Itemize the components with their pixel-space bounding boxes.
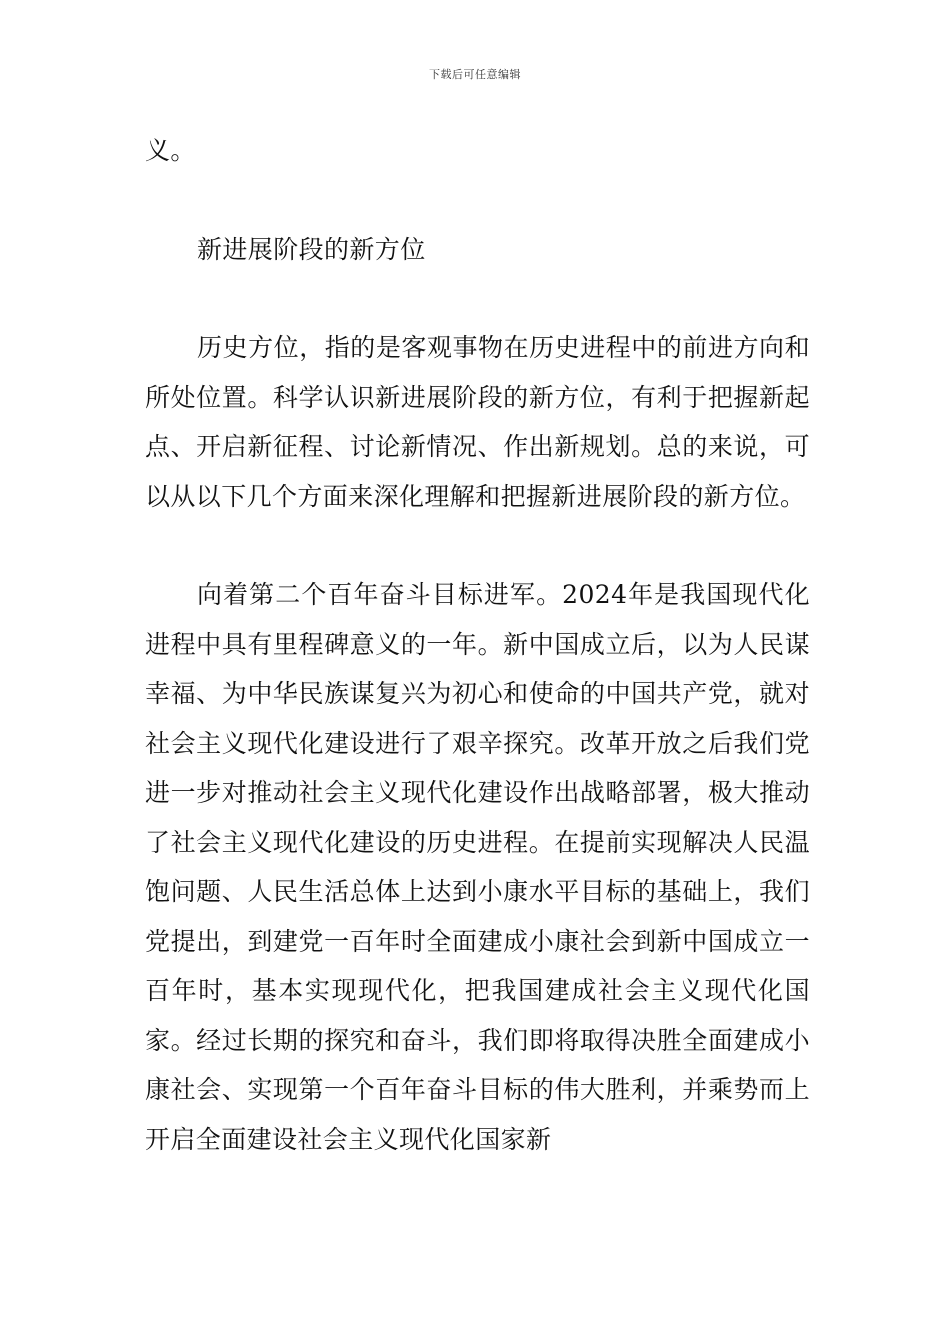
document-body [145, 126, 810, 1164]
paragraph-gap [145, 274, 810, 323]
paragraph-gap [145, 176, 810, 225]
paragraph-continuation: 义。 [145, 136, 196, 165]
page-header-note: 下载后可任意编辑 [429, 68, 521, 81]
section-heading: 新进展阶段的新方位 [197, 234, 426, 264]
paragraph-gap [145, 521, 810, 570]
paragraph-historical-position: 历史方位，指的是客观事物在历史进程中的前进方向和所处位置。科学认识新进展阶段的新方位，有利于把握新起点、开启新征程、讨论新情况、作出新规划。总的来说，可以从以下几个方面来深化理解和把握新进展阶段的新方位。 [145, 333, 810, 511]
paragraph-second-centenary-goal: 向着第二个百年奋斗目标进军。2024年是我国现代化进程中具有里程碑意义的一年。新中国成立后，以为人民谋幸福、为中华民族谋复兴为初心和使命的中国共产党，就对社会主义现代化建设进行了艰辛探究。改革开放之后我们党进一步对推动社会主义现代化建设作出战略部署，极大推动了社会主义现代化建设的历史进程。在提前实现解决人民温饱问题、人民生活总体上达到小康水平目标的基础上，我们党提出，到建党一百年时全面建成小康社会到新中国成立一百年时，基本实现现代化，把我国建成社会主义现代化国家。经过长期的探究和奋斗，我们即将取得决胜全面建成小康社会、实现第一个百年奋斗目标的伟大胜利，并乘势而上开启全面建设社会主义现代化国家新 [145, 580, 810, 1154]
